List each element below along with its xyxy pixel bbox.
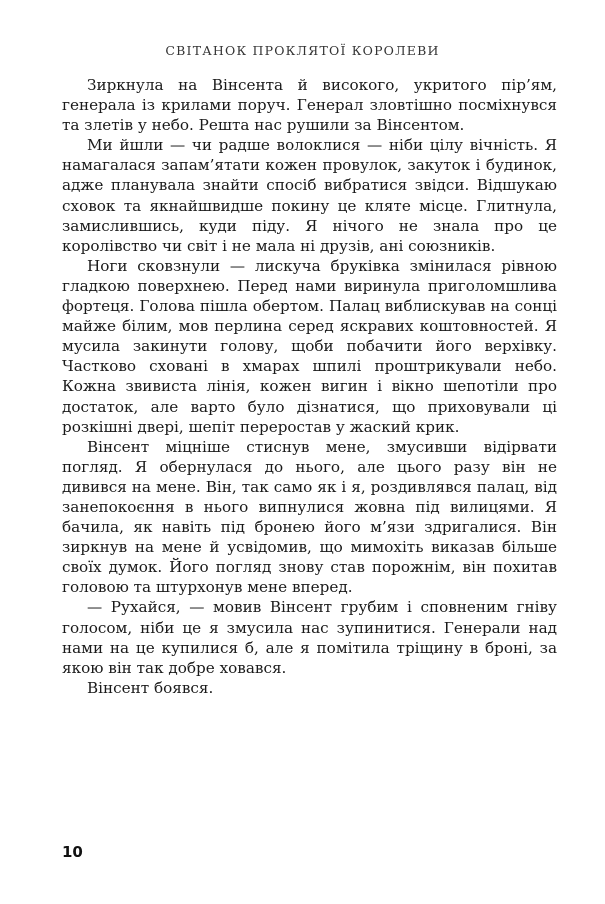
paragraph-1: Зиркнула на Вінсента й високого, укритого пір’ям, генерала із крилами поруч. Генерал зловтішно посміхнувся та злетів у небо. Решта нас рушили за Вінсентом.: [62, 76, 557, 135]
paragraph-5: — Рухайся, — мовив Вінсент грубим і сповненим гніву голосом, ніби це я змусила нас зупинитися. Генерали над нами на це купилися б, але я помітила тріщину в броні, за якою він так добре ховався.: [62, 598, 557, 677]
page-number: 10: [62, 843, 83, 861]
paragraph-3: Ноги сковзнули — лискуча бруківка змінилася рівною гладкою поверхнею. Перед нами виринула приголомшлива фортеця. Голова пішла обертом. Палац виблискував на сонці майже білим, мов перлина серед яскравих коштовностей. Я мусила закинути голову, щоби побачити його верхівку. Частково сховані в хмарах шпилі проштрикували небо. Кожна звивиста лінія, кожен вигин і вікно шепотіли про достаток, але варто було дізнатися, що приховували ці розкішні двері, шепіт переростав у жаский крик.: [62, 256, 557, 436]
paragraph-6: Вінсент боявся.: [87, 678, 214, 697]
body-text: [62, 75, 557, 698]
running-header: СВІТАНОК ПРОКЛЯТОЇ КОРОЛЕВИ: [165, 43, 440, 58]
paragraph-2: Ми йшли — чи радше волоклися — ніби цілу вічність. Я намагалася запам’ятати кожен провулок, закуток і будинок, адже планувала знайти спосіб вибратися звідси. Відшукаю сховок та якнайшвидше покину це кляте місце. Глитнула, замислившись, куди піду. Я нічого не знала про це королівство чи світ і не мала ні друзів, ані союзників.: [62, 136, 557, 255]
paragraph-4: Вінсент міцніше стиснув мене, змусивши відірвати погляд. Я обернулася до нього, але цього разу він не дивився на мене. Він, так само як і я, роздивлявся палац, від занепокоєння в нього випнулися жовна під вилицями. Я бачила, як навіть під бронею його м’язи здригалися. Він зиркнув на мене й усвідомив, що мимохіть виказав більше своїх думок. Його погляд знову став порожнім, він похитав головою та штурхонув мене вперед.: [62, 437, 557, 597]
